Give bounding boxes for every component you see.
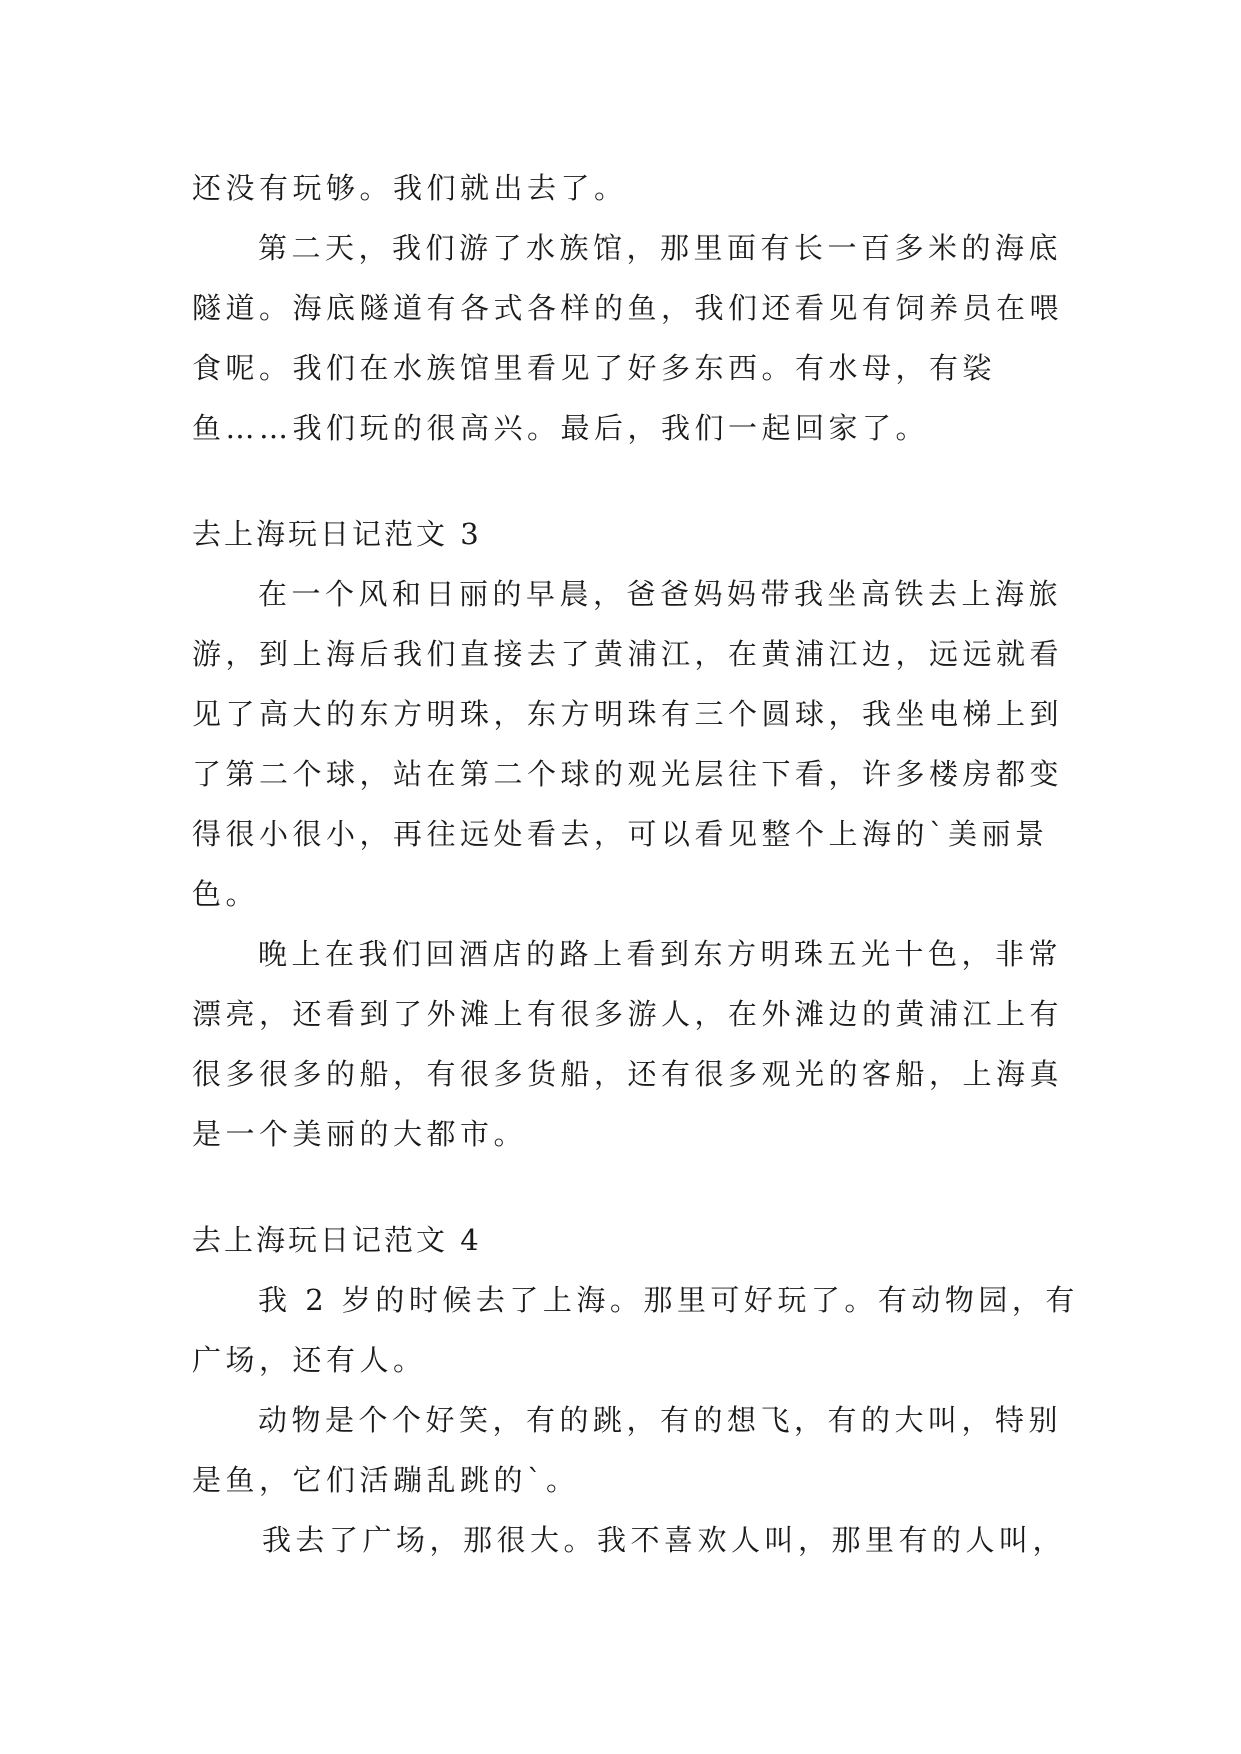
text-line: 见了高大的东方明珠，东方明珠有三个圆球，我坐电梯上到	[192, 697, 1064, 731]
text-line: 了第二个球，站在第二个球的观光层往下看，许多楼房都变	[192, 757, 1064, 791]
section-essay-3	[192, 504, 1072, 1164]
section-continuation	[192, 158, 1072, 458]
section-essay-4	[192, 1210, 1079, 1570]
text-line: 是鱼，它们活蹦乱跳的`。	[192, 1463, 580, 1497]
text-line: 动物是个个好笑，有的跳，有的想飞，有的大叫，特别	[258, 1403, 1063, 1437]
text-line: 游，到上海后我们直接去了黄浦江，在黄浦江边，远远就看	[192, 637, 1064, 671]
text-line: 鱼……我们玩的很高兴。最后，我们一起回家了。	[192, 411, 930, 445]
section-heading: 去上海玩日记范文 3	[192, 517, 482, 551]
text-line: 我去了广场，那很大。我不喜欢人叫，那里有的人叫，	[262, 1523, 1067, 1557]
document-body	[192, 158, 1079, 1570]
text-line: 广场，还有人。	[192, 1343, 427, 1377]
text-line: 隧道。海底隧道有各式各样的鱼，我们还看见有饲养员在喂	[192, 291, 1064, 325]
text-line: 还没有玩够。我们就出去了。	[192, 171, 628, 205]
text-line: 在一个风和日丽的早晨，爸爸妈妈带我坐高铁去上海旅	[258, 577, 1063, 611]
text-line: 晚上在我们回酒店的路上看到东方明珠五光十色，非常	[258, 937, 1063, 971]
section-gap	[192, 458, 1072, 504]
text-line: 是一个美丽的大都市。	[192, 1117, 528, 1151]
text-line: 很多很多的船，有很多货船，还有很多观光的客船，上海真	[192, 1057, 1064, 1091]
text-line: 我 2 岁的时候去了上海。那里可好玩了。有动物园，有	[258, 1283, 1079, 1317]
text-line: 色。	[192, 877, 260, 911]
section-heading: 去上海玩日记范文 4	[192, 1223, 482, 1257]
text-line: 第二天，我们游了水族馆，那里面有长一百多米的海底	[258, 231, 1063, 265]
text-line: 漂亮，还看到了外滩上有很多游人，在外滩边的黄浦江上有	[192, 997, 1064, 1031]
text-line: 得很小很小，再往远处看去，可以看见整个上海的`美丽景	[192, 817, 1049, 851]
text-line: 食呢。我们在水族馆里看见了好多东西。有水母，有裟	[192, 351, 997, 385]
section-gap	[192, 1164, 1072, 1210]
